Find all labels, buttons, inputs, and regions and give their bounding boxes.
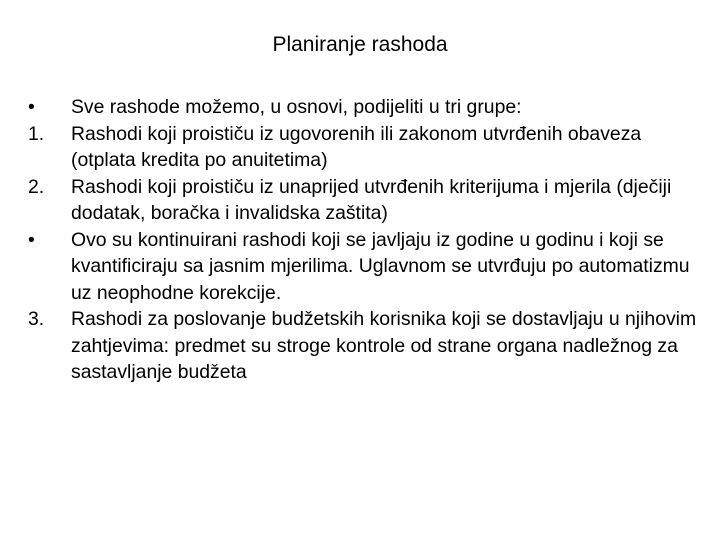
list-item (28, 227, 708, 307)
list-item (28, 174, 708, 227)
number-marker: 2. (28, 175, 45, 198)
bullet-marker: • (28, 228, 35, 251)
list-item (28, 94, 708, 121)
number-marker: 3. (28, 308, 45, 330)
list-item (28, 306, 708, 386)
number-marker: 1. (28, 122, 45, 145)
list-item-text: Rashodi za poslovanje budžetskih korisnika koji se dostavljaju u njihovim zahtjevima: predmet su stroge kontrole od strane organa nadležnog za sastavljanje budžeta (71, 308, 697, 383)
bullet-marker: • (28, 96, 35, 118)
slide-title: Planiranje rashoda (272, 33, 448, 56)
list-item-text: Ovo su kontinuirani rashodi koji se javljaju iz godine u godinu i koji se kvantificiraju sa jasnim mjerilima. Uglavnom se utvrđuju po automatizmu uz neophodne korekcije. (71, 228, 690, 304)
list-item-text: Rashodi koji proističu iz unaprijed utvrđenih kriterijuma i mjerila (dječiji dodatak, boračka i invalidska zaštita) (71, 175, 672, 224)
list-item (28, 121, 708, 174)
list-item-text: Rashodi koji proističu iz ugovorenih ili zakonom utvrđenih obaveza (otplata kredita po anuitetima) (71, 122, 642, 171)
content-list (28, 94, 708, 386)
list-item-text: Sve rashode možemo, u osnovi, podijeliti u tri grupe: (71, 96, 522, 118)
